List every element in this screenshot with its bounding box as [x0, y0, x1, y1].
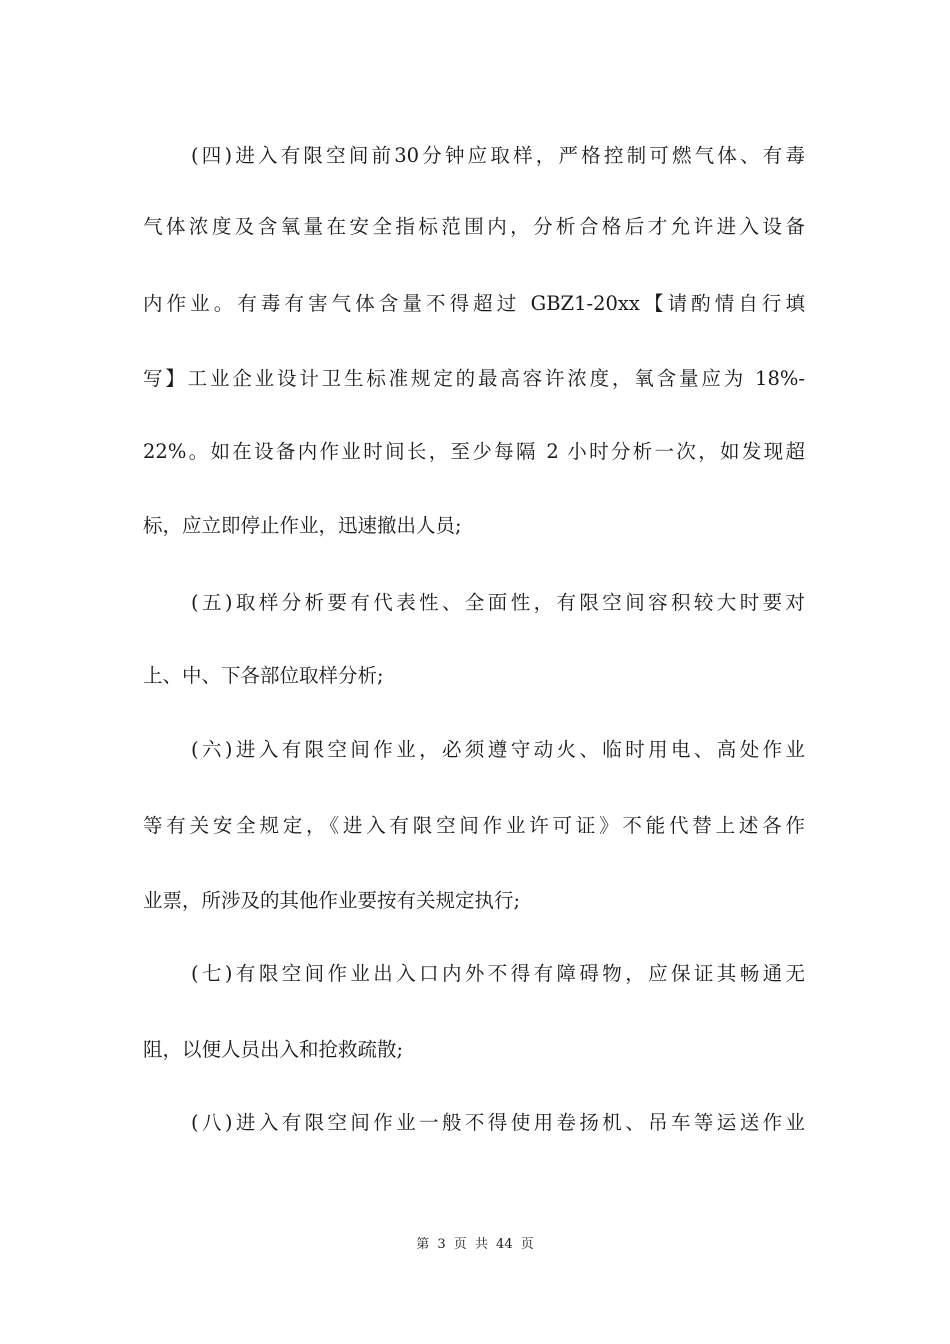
paragraph-4-line-1: (四)进入有限空间前30分钟应取样，严格控制可燃气体、有毒: [191, 144, 805, 167]
paragraph-6-line-1: (六)进入有限空间作业，必须遵守动火、临时用电、高处作业: [191, 738, 805, 761]
paragraph-7-line-1: (七)有限空间作业出入口内外不得有障碍物，应保证其畅通无: [191, 962, 805, 985]
page-number-footer: 第 3 页 共 44 页: [416, 1237, 534, 1252]
paragraph-7-line-2: 阻，以便人员出入和抢救疏散;: [143, 1038, 404, 1061]
paragraph-4-line-5: 22%。如在设备内作业时间长，至少每隔 2 小时分析一次，如发现超: [143, 440, 805, 463]
paragraph-4-line-3: 内作业。有毒有害气体含量不得超过 GBZ1-20xx【请酌情自行填: [143, 292, 805, 315]
paragraph-8-line-1: (八)进入有限空间作业一般不得使用卷扬机、吊车等运送作业: [191, 1111, 805, 1134]
paragraph-6-line-2: 等有关安全规定，《进入有限空间作业许可证》不能代替上述各作: [143, 814, 805, 837]
paragraph-5-line-1: (五)取样分析要有代表性、全面性，有限空间容积较大时要对: [191, 591, 805, 614]
paragraph-5-line-2: 上、中、下各部位取样分析;: [143, 664, 384, 687]
paragraph-6-line-3: 业票，所涉及的其他作业要按有关规定执行;: [143, 889, 521, 912]
paragraph-4-line-6: 标，应立即停止作业，迅速撤出人员;: [143, 514, 462, 537]
paragraph-4-line-4: 写】工业企业设计卫生标准规定的最高容许浓度，氧含量应为 18%-: [143, 367, 805, 390]
paragraph-4-line-2: 气体浓度及含氧量在安全指标范围内，分析合格后才允许进入设备: [143, 215, 805, 238]
